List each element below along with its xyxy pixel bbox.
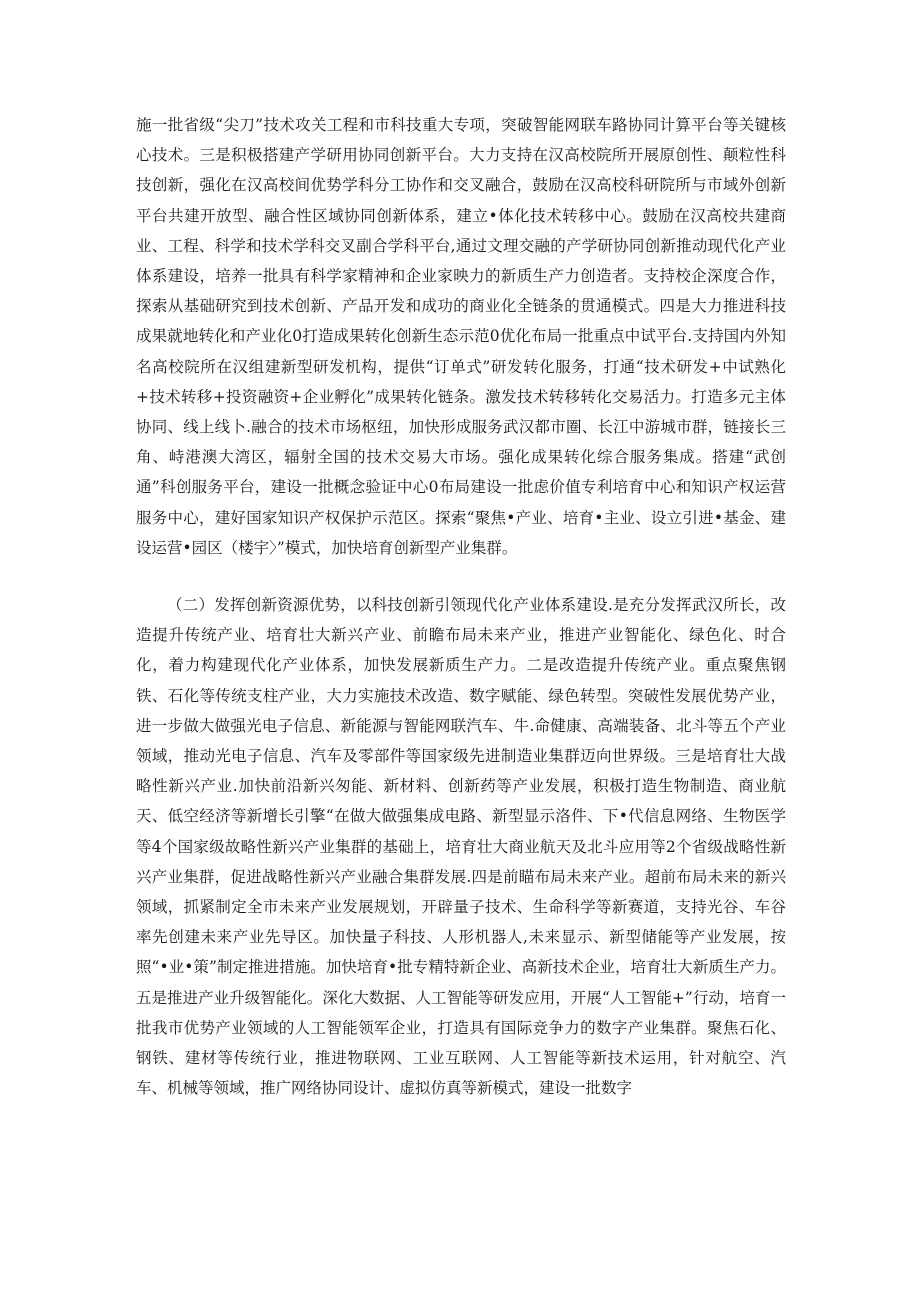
paragraph-continued: 施一批省级“尖刀”技术攻关工程和市科技重大专项，突破智能网联车路协同计算平台等关键核心技术。三是积极搭建产学研用协同创新平台。大力支持在汉高校院所开展原创性、颠粒性科技创新，强化在汉高校间优势学科分工协作和交叉融合，鼓励在汉高校科研院所与市域外创新平台共建开放型、融合性区域协同创新体系，建立•体化技术转移中心。鼓励在汉高校共建商业、工程、科学和技术学科交叉副合学科平台,通过文理交融的产学研协同创新推动现代化产业体系建设，培养一批具有科学家精神和企业家映力的新质生产力创造者。支持校企深度合作，探索从基础研究到技术创新、产品开发和成功的商业化全链条的贯通模式。四是大力推进科技成果就地转化和产业化0打造成果转化创新生态示范0优化布局一批重点中试平台.支持国内外知名高校院所在汉组建新型研发机构，提供“订单式”研发转化服务，打通“技术研发+中试熟化+技术转移+投资融资+企业孵化”成果转化链条。激发技术转移转化交易活力。打造多元主体协同、线上线卜.融合的技术市场枢纽，加快形成服务武汉都市圈、长江中游城市群，链接长三角、峙港澳大湾区，辐射全国的技术交易大市场。强化成果转化综合服务集成。搭建“武创通”科创服务平台，建设一批概念验证中心0布局建设一批虑价值专利培育中心和知识产权运营服务中心，建好国家知识产权保护示范区。探索“聚焦•产业、培育•主业、设立引进•基金、建设运营•园区（楼宇〉”模式，加快培育创新型产业集群。: [136, 116, 786, 557]
paragraph-section-2: （二）发挥创新资源优势，以科技创新引领现代化产业体系建设.是充分发挥武汉所长，改造提升传统产业、培育壮大新兴产业、前瞻布局未来产业，推进产业智能化、绿色化、时合化，着力构建现代化产业体系，加快发展新质生产力。二是改造提升传统产业。重点聚焦钢铁、石化等传统支柱产业，大力实施技术改造、数字赋能、绿色转型。突破性发展优势产业，进一步做大做强光电子信息、新能源与智能网联汽车、牛.命健康、高端装备、北斗等五个产业领域，推动光电子信息、汽车及零部件等国家级先进制造业集群迈向世界级。三是培育壮大战略性新兴产业.加快前沿新兴匆能、新材料、创新药等产业发展，积极打造生物制造、商业航天、低空经济等新增长引擎“在做大做强集成电路、新型显示洛件、下•代信息网络、生物医学等4个国家级故略性新兴产业集群的基础上，培育壮大商业航天及北斗应用等2个省级战略性新兴产业集群，促进战略性新兴产业融合集群发展.四是前瞄布局未来产业。超前布局未来的新兴领域，抓紧制定全市未来产业发展规划，开辟量子技术、生命科学等新赛道，支持光谷、车谷率先创建未来产业先导区。加快量子科技、人形机器人,未来显示、新型储能等产业发展，按照“•业•策”制定推进措施。加快培育•批专精特新企业、高新技术企业，培育壮大新质生产力。五是推进产业升级智能化。深化大数据、人工智能等研发应用，开展“人工智能+”行动，培育一批我市优势产业领域的人工智能领军企业，打造具有国际竞争力的数字产业集群。聚焦石化、钢铁、建材等传统行业，推进物联网、工业互联网、人工智能等新技术运用，针对航空、汽车、机械等领域，推广网络协同设计、虚拟仿真等新模式，建设一批数字: [136, 596, 786, 1098]
document-body: [136, 110, 786, 1104]
paragraph-spacer: [136, 563, 786, 590]
